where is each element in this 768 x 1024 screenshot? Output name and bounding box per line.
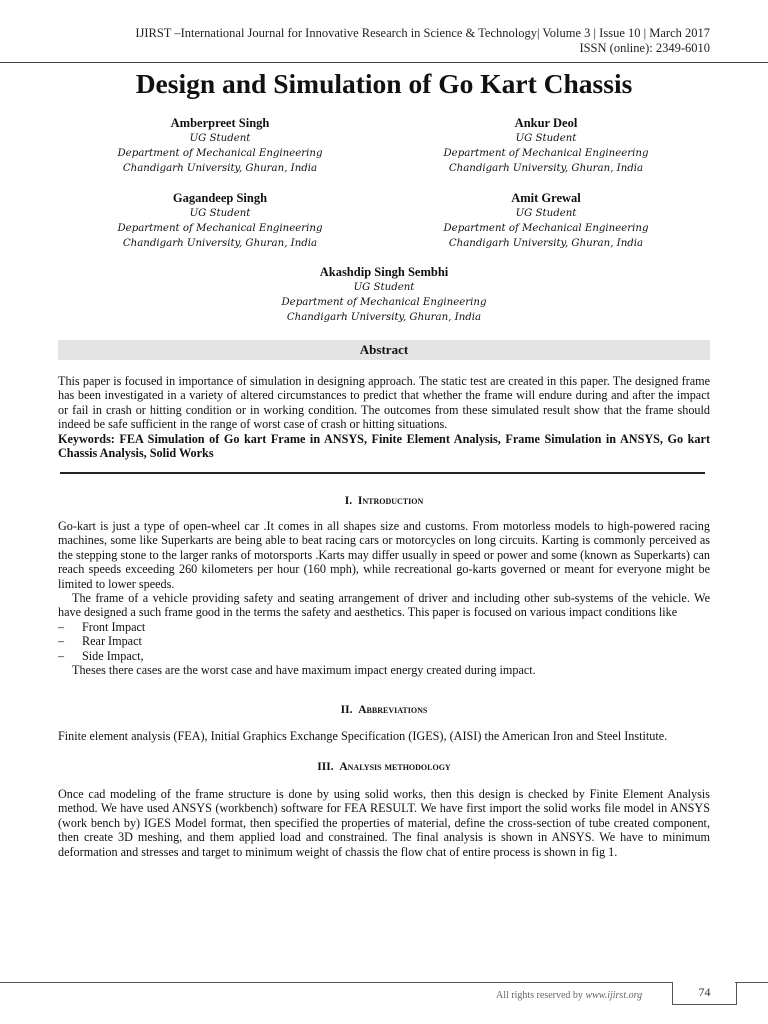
- journal-header: [135, 26, 710, 56]
- author-affiliation: Chandigarh University, Ghuran, India: [122, 238, 318, 249]
- author-department: Department of Mechanical Engineering: [117, 148, 323, 159]
- site-link[interactable]: www.ijirst.org: [585, 990, 643, 1001]
- list-item: – Front Impact: [58, 619, 146, 634]
- author-department: Department of Mechanical Engineering: [443, 223, 649, 234]
- methodology-body: Once cad modeling of the frame structure is done by using solid works, then this design is checked by Finite Element Analysis method. We have used ANSYS (workbench) software for FEA RESULT. We have first import the solid works file model in ANSYS (work bench by) IGES Model format, then specified the properties of material, define the cross-section of tube created component, then create 3D meshing, and them applied load and constrained. The final analysis is shown in ANSYS. We have to minimum deformation and stresses and target to minimum weight of chassis the flow chat of entire process is shown in fig 1.: [58, 787, 710, 859]
- author-role: UG Student: [189, 133, 251, 144]
- section-title: Analysis methodology: [339, 761, 451, 773]
- section-number: II.: [340, 704, 353, 716]
- header-divider: [0, 62, 768, 63]
- list-item: – Side Impact,: [58, 648, 144, 663]
- author-affiliation: Chandigarh University, Ghuran, India: [122, 163, 318, 174]
- intro-paragraph-3: Theses there cases are the worst case and have maximum impact energy created during impact.: [72, 663, 536, 678]
- author-affiliation: Chandigarh University, Ghuran, India: [286, 312, 482, 323]
- author-name: Akashdip Singh Sembhi: [319, 265, 449, 279]
- author-affiliation: Chandigarh University, Ghuran, India: [448, 238, 644, 249]
- author-name: Amit Grewal: [511, 191, 581, 205]
- paper-title: Design and Simulation of Go Kart Chassis: [135, 68, 633, 99]
- rights-text: All rights reserved by: [496, 990, 583, 1001]
- abbreviations-body: Finite element analysis (FEA), Initial Graphics Exchange Specification (IGES), (AISI) the American Iron and Steel Institute.: [58, 729, 668, 743]
- introduction-body: [58, 519, 710, 677]
- page-number: 74: [672, 982, 737, 1005]
- section-heading-methodology: [0, 760, 768, 774]
- footer-rights: [496, 990, 642, 1001]
- author-block: [406, 191, 686, 251]
- section-number: III.: [317, 761, 334, 773]
- author-block: [80, 191, 360, 251]
- journal-citation: IJIRST –International Journal for Innovative Research in Science & Technology| Volume 3 | Issue 10 | March 2017: [135, 26, 710, 40]
- section-heading-introduction: [0, 494, 768, 508]
- intro-paragraph-1: Go-kart is just a type of open-wheel car .It comes in all shapes size and customs. From motorless models to high-powered racing machines, some like Superkarts are being able to beat racing cars or motorcycles on long circuits. Karting is commonly perceived as the stepping stone to the larger ranks of motorsports .Karts may differ usually in speed or power and some (known as Superkarts) can reach speeds exceeding 260 kilometers per hour (160 mph), while recreational go-karts governed or meant for everyone might be limited to lower speeds.: [58, 519, 710, 591]
- author-department: Department of Mechanical Engineering: [281, 297, 487, 308]
- author-block: [244, 265, 524, 325]
- footer-divider: [0, 982, 672, 983]
- author-name: Amberpreet Singh: [170, 116, 270, 130]
- author-affiliation: Chandigarh University, Ghuran, India: [448, 163, 644, 174]
- abstract-heading: Abstract: [58, 340, 710, 360]
- footer-divider-tail: [735, 982, 768, 983]
- section-heading-abbreviations: [0, 703, 768, 717]
- author-department: Department of Mechanical Engineering: [117, 223, 323, 234]
- list-item: – Rear Impact: [58, 634, 142, 649]
- section-number: I.: [344, 495, 353, 507]
- section-title: Introduction: [357, 495, 424, 507]
- author-name: Gagandeep Singh: [172, 191, 268, 205]
- author-role: UG Student: [515, 133, 577, 144]
- author-block: [80, 116, 360, 176]
- journal-issn: ISSN (online): 2349-6010: [579, 41, 710, 55]
- abstract-divider: [60, 472, 705, 474]
- keywords: Keywords: FEA Simulation of Go kart Frame in ANSYS, Finite Element Analysis, Frame Simulation in ANSYS, Go kart Chassis Analysis, Solid Works: [58, 431, 710, 461]
- intro-paragraph-2: The frame of a vehicle providing safety and seating arrangement of driver and including other sub-systems of the vehicle. We have designed a such frame good in the terms the safety and aesthetics. This paper is focused on various impact conditions like: [58, 591, 710, 620]
- section-title: Abbreviations: [358, 704, 428, 716]
- author-block: [406, 116, 686, 176]
- author-department: Department of Mechanical Engineering: [443, 148, 649, 159]
- impact-list: [58, 620, 710, 663]
- abstract-section: [58, 374, 710, 460]
- author-name: Ankur Deol: [514, 116, 578, 130]
- author-role: UG Student: [515, 208, 577, 219]
- abstract-body: This paper is focused in importance of simulation in designing approach. The static test are created in this paper. The designed frame has been investigated in a variety of altered circumstances to predict that whether the frame will endure during and after the impact or fail in crash or hitting condition or in working condition. The outcomes from these simulated result show that the frame should indeed be safe sufficient in the range of worst case of crash or hitting situations.: [58, 374, 710, 432]
- author-role: UG Student: [189, 208, 251, 219]
- author-role: UG Student: [353, 282, 415, 293]
